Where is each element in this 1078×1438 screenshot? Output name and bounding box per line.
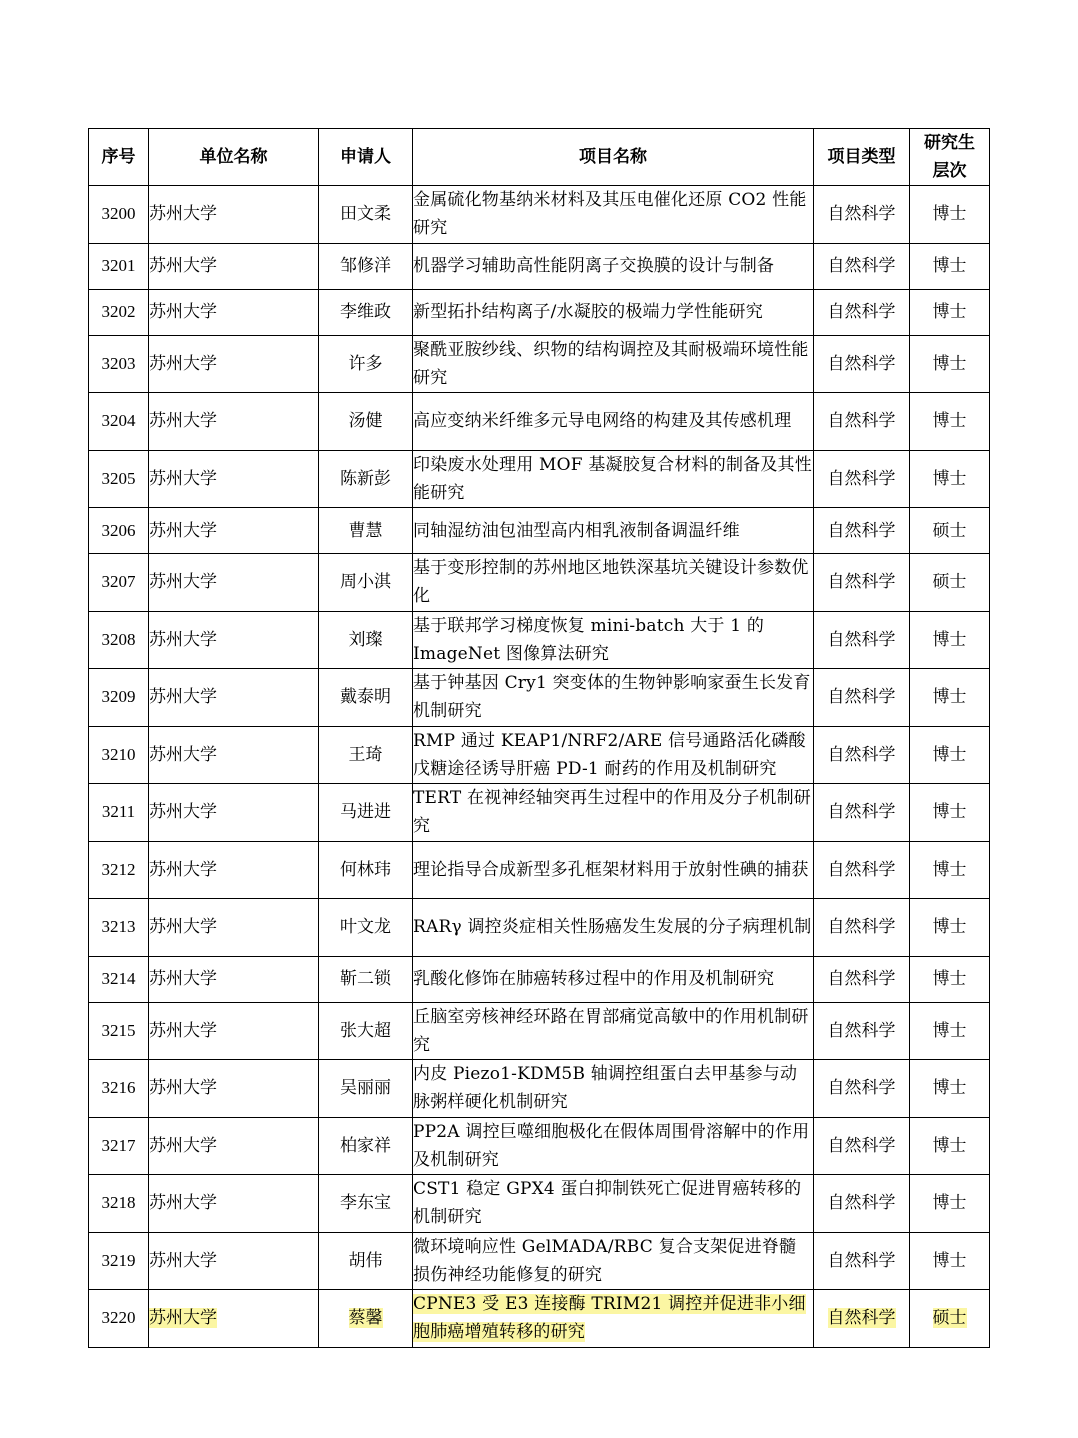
cell-graduate-level: 博士 [910, 1232, 990, 1290]
cell-graduate-level: 博士 [910, 450, 990, 508]
cell-project-name: 基于联邦学习梯度恢复 mini-batch 大于 1 的 ImageNet 图像算法研究 [413, 611, 814, 669]
cell-project-name: 机器学习辅助高性能阴离子交换膜的设计与制备 [413, 243, 814, 289]
cell-graduate-level: 博士 [910, 393, 990, 451]
cell-serial-number: 3217 [89, 1117, 149, 1175]
cell-project-name: RMP 通过 KEAP1/NRF2/ARE 信号通路活化磷酸戊糖途径诱导肝癌 PD-1 耐药的作用及机制研究 [413, 726, 814, 784]
cell-project-type: 自然科学 [814, 450, 910, 508]
cell-applicant: 周小淇 [319, 554, 413, 612]
cell-serial-number: 3201 [89, 243, 149, 289]
cell-project-type: 自然科学 [814, 784, 910, 842]
cell-project-name: PP2A 调控巨噬细胞极化在假体周围骨溶解中的作用及机制研究 [413, 1117, 814, 1175]
cell-graduate-level [910, 1290, 990, 1348]
cell-graduate-level: 博士 [910, 956, 990, 1002]
cell-graduate-level: 博士 [910, 1060, 990, 1118]
cell-serial-number: 3208 [89, 611, 149, 669]
cell-project-type: 自然科学 [814, 611, 910, 669]
cell-project-name: 乳酸化修饰在肺癌转移过程中的作用及机制研究 [413, 956, 814, 1002]
cell-graduate-level: 博士 [910, 899, 990, 957]
cell-graduate-level: 博士 [910, 186, 990, 244]
cell-unit-name: 苏州大学 [149, 508, 319, 554]
project-table [88, 128, 990, 1348]
cell-applicant: 马进进 [319, 784, 413, 842]
cell-applicant: 李东宝 [319, 1175, 413, 1233]
cell-project-type: 自然科学 [814, 393, 910, 451]
cell-project-type-highlight: 自然科学 [827, 1308, 896, 1329]
table-row [89, 1117, 990, 1175]
cell-project-name: 聚酰亚胺纱线、织物的结构调控及其耐极端环境性能研究 [413, 335, 814, 393]
cell-unit-name: 苏州大学 [149, 1175, 319, 1233]
cell-unit-name: 苏州大学 [149, 841, 319, 899]
cell-unit-name: 苏州大学 [149, 554, 319, 612]
cell-unit-name: 苏州大学 [149, 899, 319, 957]
cell-serial-number: 3203 [89, 335, 149, 393]
header-project-name: 项目名称 [413, 129, 814, 186]
cell-project-name: 基于钟基因 Cry1 突变体的生物钟影响家蚕生长发育机制研究 [413, 669, 814, 727]
cell-unit-name: 苏州大学 [149, 243, 319, 289]
cell-unit-name: 苏州大学 [149, 186, 319, 244]
header-graduate-level-label: 研究生层次 [924, 133, 975, 181]
cell-applicant: 曹慧 [319, 508, 413, 554]
cell-project-type: 自然科学 [814, 1232, 910, 1290]
cell-project-type: 自然科学 [814, 1060, 910, 1118]
cell-unit-name: 苏州大学 [149, 393, 319, 451]
cell-serial-number: 3205 [89, 450, 149, 508]
table-row [89, 726, 990, 784]
cell-applicant: 汤健 [319, 393, 413, 451]
cell-applicant: 田文柔 [319, 186, 413, 244]
table-row [89, 899, 990, 957]
cell-applicant: 胡伟 [319, 1232, 413, 1290]
cell-project-name: CST1 稳定 GPX4 蛋白抑制铁死亡促进胃癌转移的机制研究 [413, 1175, 814, 1233]
cell-project-name: 新型拓扑结构离子/水凝胶的极端力学性能研究 [413, 289, 814, 335]
cell-project-name: 微环境响应性 GelMADA/RBC 复合支架促进脊髓损伤神经功能修复的研究 [413, 1232, 814, 1290]
cell-unit-name: 苏州大学 [149, 335, 319, 393]
cell-project-name: TERT 在视神经轴突再生过程中的作用及分子机制研究 [413, 784, 814, 842]
table-row [89, 669, 990, 727]
table-row [89, 1002, 990, 1060]
cell-unit-name: 苏州大学 [149, 784, 319, 842]
table-row [89, 335, 990, 393]
cell-applicant [319, 1290, 413, 1348]
cell-graduate-level: 博士 [910, 1002, 990, 1060]
cell-graduate-level: 博士 [910, 243, 990, 289]
cell-serial-number: 3212 [89, 841, 149, 899]
cell-unit-name: 苏州大学 [149, 611, 319, 669]
cell-applicant: 王琦 [319, 726, 413, 784]
cell-project-type: 自然科学 [814, 554, 910, 612]
table-row [89, 289, 990, 335]
cell-serial-number: 3220 [89, 1290, 149, 1348]
cell-serial-number: 3216 [89, 1060, 149, 1118]
cell-unit-name: 苏州大学 [149, 669, 319, 727]
table-row [89, 784, 990, 842]
table-row [89, 554, 990, 612]
cell-unit-name: 苏州大学 [149, 726, 319, 784]
cell-project-name: 基于变形控制的苏州地区地铁深基坑关键设计参数优化 [413, 554, 814, 612]
cell-graduate-level: 博士 [910, 335, 990, 393]
cell-project-type: 自然科学 [814, 1117, 910, 1175]
table-row [89, 450, 990, 508]
cell-serial-number: 3207 [89, 554, 149, 612]
cell-unit-name: 苏州大学 [149, 1060, 319, 1118]
table-row [89, 393, 990, 451]
cell-serial-number: 3204 [89, 393, 149, 451]
cell-applicant: 何林玮 [319, 841, 413, 899]
table-row [89, 508, 990, 554]
cell-applicant: 吴丽丽 [319, 1060, 413, 1118]
table-row [89, 1060, 990, 1118]
cell-project-type: 自然科学 [814, 335, 910, 393]
table-row [89, 1175, 990, 1233]
cell-serial-number: 3200 [89, 186, 149, 244]
cell-project-name: 同轴湿纺油包油型高内相乳液制备调温纤维 [413, 508, 814, 554]
cell-project-type [814, 1290, 910, 1348]
cell-project-name-highlight: CPNE3 受 E3 连接酶 TRIM21 调控并促进非小细胞肺癌增殖转移的研究 [413, 1294, 806, 1343]
cell-project-name: 理论指导合成新型多孔框架材料用于放射性碘的捕获 [413, 841, 814, 899]
cell-unit-name: 苏州大学 [149, 1117, 319, 1175]
table-header-row [89, 129, 990, 186]
table-body [89, 186, 990, 1348]
table-row [89, 611, 990, 669]
cell-unit-name [149, 1290, 319, 1348]
cell-applicant: 李维政 [319, 289, 413, 335]
cell-project-name: 高应变纳米纤维多元导电网络的构建及其传感机理 [413, 393, 814, 451]
cell-serial-number: 3211 [89, 784, 149, 842]
cell-unit-name: 苏州大学 [149, 289, 319, 335]
cell-graduate-level: 硕士 [910, 508, 990, 554]
cell-serial-number: 3209 [89, 669, 149, 727]
cell-project-name: 内皮 Piezo1-KDM5B 轴调控组蛋白去甲基参与动脉粥样硬化机制研究 [413, 1060, 814, 1118]
cell-serial-number: 3202 [89, 289, 149, 335]
cell-project-type: 自然科学 [814, 1175, 910, 1233]
cell-graduate-level: 博士 [910, 611, 990, 669]
cell-applicant-highlight: 蔡馨 [348, 1308, 383, 1329]
cell-applicant: 陈新彭 [319, 450, 413, 508]
cell-unit-name-highlight: 苏州大学 [149, 1308, 217, 1329]
cell-unit-name: 苏州大学 [149, 1232, 319, 1290]
table-row [89, 956, 990, 1002]
cell-project-name: 金属硫化物基纳米材料及其压电催化还原 CO2 性能研究 [413, 186, 814, 244]
cell-project-name: 丘脑室旁核神经环路在胃部痛觉高敏中的作用机制研究 [413, 1002, 814, 1060]
cell-applicant: 邹修洋 [319, 243, 413, 289]
cell-graduate-level: 博士 [910, 784, 990, 842]
table-row [89, 1232, 990, 1290]
cell-applicant: 刘璨 [319, 611, 413, 669]
cell-project-name: RARγ 调控炎症相关性肠癌发生发展的分子病理机制 [413, 899, 814, 957]
cell-project-type: 自然科学 [814, 186, 910, 244]
cell-applicant: 叶文龙 [319, 899, 413, 957]
header-applicant: 申请人 [319, 129, 413, 186]
cell-graduate-level: 博士 [910, 726, 990, 784]
cell-serial-number: 3206 [89, 508, 149, 554]
header-project-type: 项目类型 [814, 129, 910, 186]
cell-serial-number: 3210 [89, 726, 149, 784]
cell-project-type: 自然科学 [814, 669, 910, 727]
table-row [89, 243, 990, 289]
table-row [89, 841, 990, 899]
cell-serial-number: 3215 [89, 1002, 149, 1060]
cell-project-type: 自然科学 [814, 726, 910, 784]
cell-applicant: 柏家祥 [319, 1117, 413, 1175]
cell-project-name [413, 1290, 814, 1348]
cell-graduate-level: 博士 [910, 1117, 990, 1175]
cell-graduate-level: 博士 [910, 289, 990, 335]
cell-project-type: 自然科学 [814, 956, 910, 1002]
cell-unit-name: 苏州大学 [149, 1002, 319, 1060]
cell-graduate-level: 博士 [910, 1175, 990, 1233]
cell-project-name: 印染废水处理用 MOF 基凝胶复合材料的制备及其性能研究 [413, 450, 814, 508]
cell-serial-number: 3219 [89, 1232, 149, 1290]
cell-project-type: 自然科学 [814, 289, 910, 335]
cell-applicant: 许多 [319, 335, 413, 393]
cell-unit-name: 苏州大学 [149, 450, 319, 508]
cell-graduate-level: 硕士 [910, 554, 990, 612]
cell-project-type: 自然科学 [814, 508, 910, 554]
header-graduate-level [910, 129, 990, 186]
cell-project-type: 自然科学 [814, 841, 910, 899]
cell-graduate-level: 博士 [910, 841, 990, 899]
cell-applicant: 张大超 [319, 1002, 413, 1060]
table-row [89, 1290, 990, 1348]
header-serial-number: 序号 [89, 129, 149, 186]
cell-graduate-level-highlight: 硕士 [932, 1308, 967, 1329]
cell-project-type: 自然科学 [814, 243, 910, 289]
header-unit-name: 单位名称 [149, 129, 319, 186]
cell-applicant: 戴泰明 [319, 669, 413, 727]
cell-project-type: 自然科学 [814, 1002, 910, 1060]
cell-serial-number: 3213 [89, 899, 149, 957]
cell-graduate-level: 博士 [910, 669, 990, 727]
cell-serial-number: 3218 [89, 1175, 149, 1233]
cell-unit-name: 苏州大学 [149, 956, 319, 1002]
cell-applicant: 靳二锁 [319, 956, 413, 1002]
table-row [89, 186, 990, 244]
cell-serial-number: 3214 [89, 956, 149, 1002]
cell-project-type: 自然科学 [814, 899, 910, 957]
